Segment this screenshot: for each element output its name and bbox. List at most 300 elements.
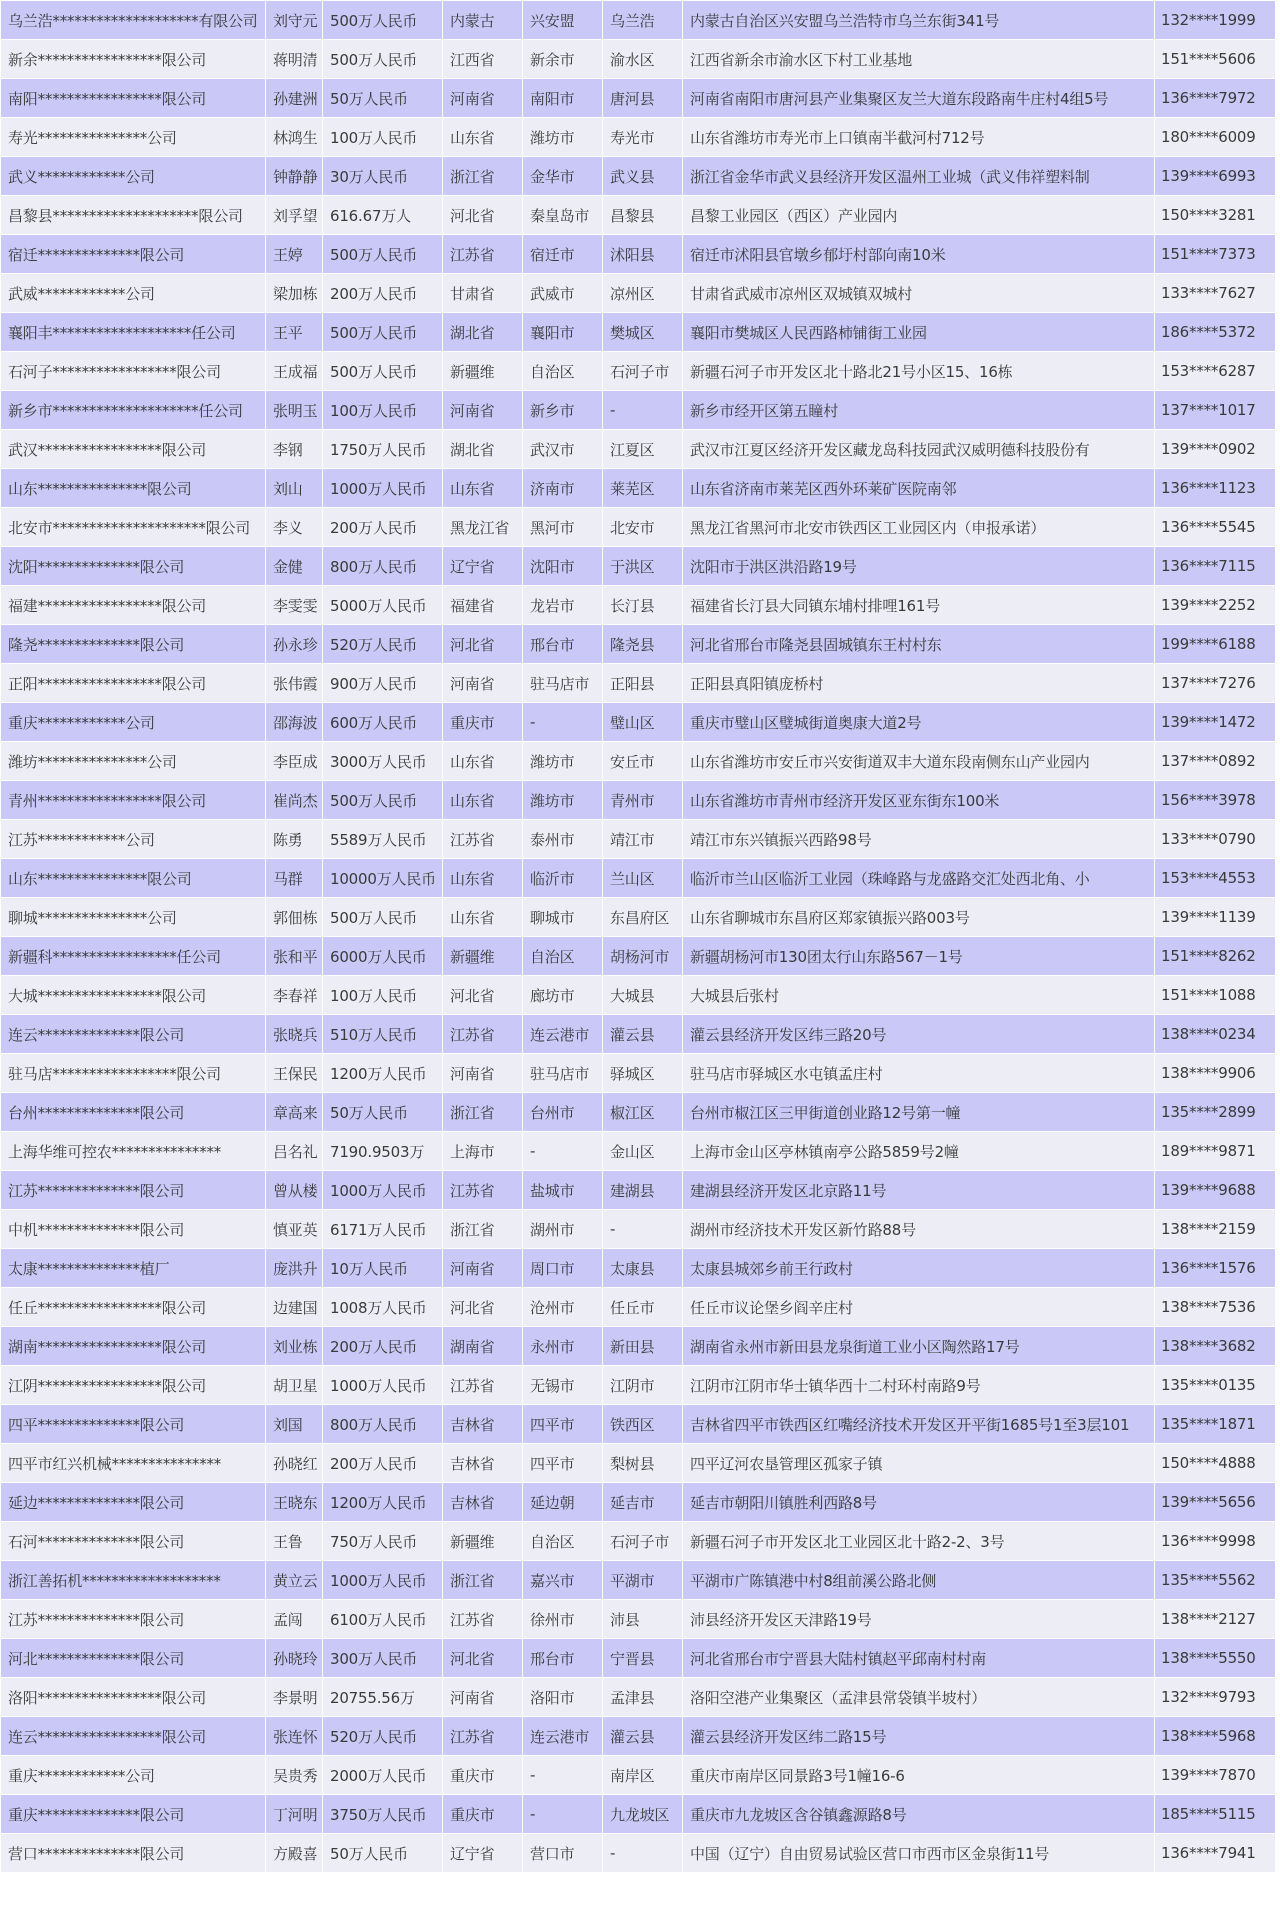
cell-city: 新乡市 xyxy=(523,391,603,430)
cell-district: 莱芜区 xyxy=(603,469,683,508)
cell-address: 新乡市经开区第五瞳村 xyxy=(683,391,1155,430)
table-row xyxy=(1,391,1276,430)
cell-company: 重庆************公司 xyxy=(1,703,266,742)
cell-company: 石河子*****************限公司 xyxy=(1,352,266,391)
cell-legal-rep: 李雯雯 xyxy=(266,586,323,625)
cell-address: 沈阳市于洪区洪沿路19号 xyxy=(683,547,1155,586)
cell-legal-rep: 马群 xyxy=(266,859,323,898)
table-row xyxy=(1,781,1276,820)
cell-province: 重庆市 xyxy=(443,1795,523,1834)
table-row xyxy=(1,1171,1276,1210)
cell-capital: 50万人民币 xyxy=(323,1834,443,1873)
cell-phone: 151****8262 xyxy=(1155,937,1276,976)
cell-legal-rep: 张和平 xyxy=(266,937,323,976)
cell-district: 东昌府区 xyxy=(603,898,683,937)
table-row xyxy=(1,1561,1276,1600)
cell-city: 廊坊市 xyxy=(523,976,603,1015)
table-row xyxy=(1,898,1276,937)
cell-phone: 133****7627 xyxy=(1155,274,1276,313)
cell-province: 江西省 xyxy=(443,40,523,79)
cell-legal-rep: 梁加栋 xyxy=(266,274,323,313)
cell-legal-rep: 胡卫星 xyxy=(266,1366,323,1405)
cell-legal-rep: 孟闯 xyxy=(266,1600,323,1639)
cell-district: 青州市 xyxy=(603,781,683,820)
cell-phone: 185****5115 xyxy=(1155,1795,1276,1834)
cell-address: 湖州市经济技术开发区新竹路88号 xyxy=(683,1210,1155,1249)
cell-province: 湖南省 xyxy=(443,1327,523,1366)
cell-address: 江西省新余市渝水区下村工业基地 xyxy=(683,40,1155,79)
cell-phone: 138****9906 xyxy=(1155,1054,1276,1093)
cell-address: 大城县后张村 xyxy=(683,976,1155,1015)
cell-province: 河北省 xyxy=(443,976,523,1015)
cell-province: 江苏省 xyxy=(443,820,523,859)
cell-district: 大城县 xyxy=(603,976,683,1015)
cell-company: 武威************公司 xyxy=(1,274,266,313)
table-row xyxy=(1,469,1276,508)
cell-capital: 30万人民币 xyxy=(323,157,443,196)
cell-address: 驻马店市驿城区水屯镇孟庄村 xyxy=(683,1054,1155,1093)
cell-company: 延边**************限公司 xyxy=(1,1483,266,1522)
cell-phone: 136****7972 xyxy=(1155,79,1276,118)
cell-district: 石河子市 xyxy=(603,1522,683,1561)
cell-city: 宿迁市 xyxy=(523,235,603,274)
cell-city: 武汉市 xyxy=(523,430,603,469)
cell-legal-rep: 边建国 xyxy=(266,1288,323,1327)
cell-phone: 153****4553 xyxy=(1155,859,1276,898)
cell-company: 新乡市********************任公司 xyxy=(1,391,266,430)
table-body xyxy=(1,1,1276,1873)
table-row xyxy=(1,625,1276,664)
cell-company: 大城*****************限公司 xyxy=(1,976,266,1015)
cell-company: 浙江善拓机******************* xyxy=(1,1561,266,1600)
cell-capital: 100万人民币 xyxy=(323,976,443,1015)
table-row xyxy=(1,1132,1276,1171)
cell-address: 任丘市议论堡乡阎辛庄村 xyxy=(683,1288,1155,1327)
cell-phone: 136****9998 xyxy=(1155,1522,1276,1561)
cell-company: 连云*****************限公司 xyxy=(1,1717,266,1756)
table-row xyxy=(1,1210,1276,1249)
cell-city: 自治区 xyxy=(523,1522,603,1561)
table-row xyxy=(1,118,1276,157)
cell-province: 浙江省 xyxy=(443,157,523,196)
cell-province: 黑龙江省 xyxy=(443,508,523,547)
cell-company: 青州*****************限公司 xyxy=(1,781,266,820)
cell-legal-rep: 钟静静 xyxy=(266,157,323,196)
cell-capital: 1200万人民币 xyxy=(323,1483,443,1522)
cell-phone: 150****4888 xyxy=(1155,1444,1276,1483)
cell-company: 沈阳**************限公司 xyxy=(1,547,266,586)
cell-province: 河北省 xyxy=(443,196,523,235)
cell-province: 新疆维 xyxy=(443,352,523,391)
cell-capital: 1750万人民币 xyxy=(323,430,443,469)
cell-address: 襄阳市樊城区人民西路柿铺街工业园 xyxy=(683,313,1155,352)
table-row xyxy=(1,1717,1276,1756)
cell-phone: 150****3281 xyxy=(1155,196,1276,235)
cell-address: 内蒙古自治区兴安盟乌兰浩特市乌兰东街341号 xyxy=(683,1,1155,40)
cell-city: 秦皇岛市 xyxy=(523,196,603,235)
cell-city: 盐城市 xyxy=(523,1171,603,1210)
cell-legal-rep: 王平 xyxy=(266,313,323,352)
cell-city: - xyxy=(523,1132,603,1171)
cell-province: 河南省 xyxy=(443,1249,523,1288)
table-row xyxy=(1,1,1276,40)
cell-city: 自治区 xyxy=(523,352,603,391)
cell-capital: 200万人民币 xyxy=(323,1444,443,1483)
cell-province: 江苏省 xyxy=(443,1366,523,1405)
cell-province: 江苏省 xyxy=(443,1015,523,1054)
cell-company: 宿迁**************限公司 xyxy=(1,235,266,274)
cell-phone: 132****1999 xyxy=(1155,1,1276,40)
cell-capital: 500万人民币 xyxy=(323,235,443,274)
cell-capital: 6000万人民币 xyxy=(323,937,443,976)
cell-phone: 139****1139 xyxy=(1155,898,1276,937)
cell-capital: 520万人民币 xyxy=(323,625,443,664)
cell-city: 湖州市 xyxy=(523,1210,603,1249)
cell-capital: 1000万人民币 xyxy=(323,1171,443,1210)
cell-capital: 100万人民币 xyxy=(323,391,443,430)
cell-district: 宁晋县 xyxy=(603,1639,683,1678)
cell-address: 昌黎工业园区（西区）产业园内 xyxy=(683,196,1155,235)
cell-district: 北安市 xyxy=(603,508,683,547)
cell-district: 昌黎县 xyxy=(603,196,683,235)
cell-address: 新疆胡杨河市130团太行山东路567－1号 xyxy=(683,937,1155,976)
cell-capital: 6100万人民币 xyxy=(323,1600,443,1639)
cell-city: 新余市 xyxy=(523,40,603,79)
cell-district: 驿城区 xyxy=(603,1054,683,1093)
cell-address: 沛县经济开发区天津路19号 xyxy=(683,1600,1155,1639)
cell-province: 河南省 xyxy=(443,664,523,703)
cell-capital: 900万人民币 xyxy=(323,664,443,703)
cell-city: 徐州市 xyxy=(523,1600,603,1639)
cell-phone: 138****2127 xyxy=(1155,1600,1276,1639)
cell-district: 长汀县 xyxy=(603,586,683,625)
cell-address: 重庆市南岸区同景路3号1幢16-6 xyxy=(683,1756,1155,1795)
cell-province: 湖北省 xyxy=(443,313,523,352)
cell-city: 自治区 xyxy=(523,937,603,976)
cell-capital: 200万人民币 xyxy=(323,508,443,547)
cell-capital: 800万人民币 xyxy=(323,547,443,586)
cell-legal-rep: 孙永珍 xyxy=(266,625,323,664)
table-row xyxy=(1,1756,1276,1795)
cell-address: 重庆市璧山区璧城街道奥康大道2号 xyxy=(683,703,1155,742)
cell-address: 新疆石河子市开发区北十路北21号小区15、16栋 xyxy=(683,352,1155,391)
cell-address: 宿迁市沭阳县官墩乡郁圩村部向南10米 xyxy=(683,235,1155,274)
cell-city: 连云港市 xyxy=(523,1015,603,1054)
table-row xyxy=(1,1795,1276,1834)
cell-legal-rep: 黄立云 xyxy=(266,1561,323,1600)
cell-capital: 500万人民币 xyxy=(323,781,443,820)
cell-province: 新疆维 xyxy=(443,1522,523,1561)
cell-province: 浙江省 xyxy=(443,1561,523,1600)
cell-province: 吉林省 xyxy=(443,1405,523,1444)
cell-phone: 136****7115 xyxy=(1155,547,1276,586)
cell-company: 台州**************限公司 xyxy=(1,1093,266,1132)
cell-district: 孟津县 xyxy=(603,1678,683,1717)
cell-district: 于洪区 xyxy=(603,547,683,586)
cell-legal-rep: 崔尚杰 xyxy=(266,781,323,820)
cell-phone: 139****5656 xyxy=(1155,1483,1276,1522)
cell-district: - xyxy=(603,1210,683,1249)
table-row xyxy=(1,196,1276,235)
table-row xyxy=(1,430,1276,469)
cell-capital: 500万人民币 xyxy=(323,313,443,352)
cell-city: 洛阳市 xyxy=(523,1678,603,1717)
cell-city: 四平市 xyxy=(523,1444,603,1483)
cell-city: 连云港市 xyxy=(523,1717,603,1756)
cell-company: 山东***************限公司 xyxy=(1,859,266,898)
cell-legal-rep: 王保民 xyxy=(266,1054,323,1093)
cell-province: 河南省 xyxy=(443,1054,523,1093)
cell-province: 江苏省 xyxy=(443,235,523,274)
cell-address: 山东省聊城市东昌府区郑家镇振兴路003号 xyxy=(683,898,1155,937)
cell-capital: 600万人民币 xyxy=(323,703,443,742)
cell-legal-rep: 刘守元 xyxy=(266,1,323,40)
cell-company: 潍坊***************公司 xyxy=(1,742,266,781)
cell-city: 南阳市 xyxy=(523,79,603,118)
cell-capital: 10000万人民币 xyxy=(323,859,443,898)
cell-legal-rep: 孙晓红 xyxy=(266,1444,323,1483)
cell-company: 寿光***************公司 xyxy=(1,118,266,157)
cell-legal-rep: 张晓兵 xyxy=(266,1015,323,1054)
cell-capital: 3000万人民币 xyxy=(323,742,443,781)
cell-province: 江苏省 xyxy=(443,1717,523,1756)
table-row xyxy=(1,313,1276,352)
table-row xyxy=(1,859,1276,898)
cell-province: 山东省 xyxy=(443,469,523,508)
cell-capital: 1000万人民币 xyxy=(323,469,443,508)
cell-company: 河北**************限公司 xyxy=(1,1639,266,1678)
cell-capital: 500万人民币 xyxy=(323,352,443,391)
cell-district: 石河子市 xyxy=(603,352,683,391)
cell-province: 辽宁省 xyxy=(443,547,523,586)
cell-phone: 189****9871 xyxy=(1155,1132,1276,1171)
cell-phone: 136****5545 xyxy=(1155,508,1276,547)
cell-address: 平湖市广陈镇港中村8组前溪公路北侧 xyxy=(683,1561,1155,1600)
cell-district: 新田县 xyxy=(603,1327,683,1366)
cell-company: 重庆**************限公司 xyxy=(1,1795,266,1834)
cell-address: 建湖县经济开发区北京路11号 xyxy=(683,1171,1155,1210)
cell-legal-rep: 李臣成 xyxy=(266,742,323,781)
cell-legal-rep: 李景明 xyxy=(266,1678,323,1717)
cell-legal-rep: 刘国 xyxy=(266,1405,323,1444)
cell-city: 济南市 xyxy=(523,469,603,508)
cell-capital: 50万人民币 xyxy=(323,1093,443,1132)
cell-address: 台州市椒江区三甲街道创业路12号第一幢 xyxy=(683,1093,1155,1132)
cell-company: 江苏**************限公司 xyxy=(1,1600,266,1639)
cell-district: 胡杨河市 xyxy=(603,937,683,976)
table-row xyxy=(1,352,1276,391)
cell-province: 河北省 xyxy=(443,1288,523,1327)
cell-city: 营口市 xyxy=(523,1834,603,1873)
cell-province: 山东省 xyxy=(443,118,523,157)
cell-company: 隆尧**************限公司 xyxy=(1,625,266,664)
cell-city: 泰州市 xyxy=(523,820,603,859)
cell-address: 重庆市九龙坡区含谷镇鑫源路8号 xyxy=(683,1795,1155,1834)
table-row xyxy=(1,820,1276,859)
cell-address: 山东省潍坊市青州市经济开发区亚东街东100米 xyxy=(683,781,1155,820)
cell-province: 江苏省 xyxy=(443,1600,523,1639)
table-row xyxy=(1,976,1276,1015)
table-row xyxy=(1,1288,1276,1327)
cell-address: 甘肃省武威市凉州区双城镇双城村 xyxy=(683,274,1155,313)
cell-company: 南阳*****************限公司 xyxy=(1,79,266,118)
table-row xyxy=(1,1444,1276,1483)
table-row xyxy=(1,1327,1276,1366)
cell-phone: 135****2899 xyxy=(1155,1093,1276,1132)
cell-phone: 199****6188 xyxy=(1155,625,1276,664)
cell-phone: 153****6287 xyxy=(1155,352,1276,391)
cell-company: 昌黎县********************限公司 xyxy=(1,196,266,235)
cell-company: 石河**************限公司 xyxy=(1,1522,266,1561)
cell-district: 江夏区 xyxy=(603,430,683,469)
table-row xyxy=(1,1366,1276,1405)
cell-city: 永州市 xyxy=(523,1327,603,1366)
cell-city: 武威市 xyxy=(523,274,603,313)
cell-company: 洛阳*****************限公司 xyxy=(1,1678,266,1717)
cell-province: 吉林省 xyxy=(443,1483,523,1522)
cell-province: 山东省 xyxy=(443,898,523,937)
cell-province: 福建省 xyxy=(443,586,523,625)
cell-legal-rep: 孙晓玲 xyxy=(266,1639,323,1678)
table-row xyxy=(1,274,1276,313)
cell-city: 邢台市 xyxy=(523,1639,603,1678)
cell-district: 安丘市 xyxy=(603,742,683,781)
table-row xyxy=(1,742,1276,781)
cell-city: 潍坊市 xyxy=(523,781,603,820)
cell-address: 灌云县经济开发区纬二路15号 xyxy=(683,1717,1155,1756)
cell-capital: 1000万人民币 xyxy=(323,1561,443,1600)
cell-company: 江苏**************限公司 xyxy=(1,1171,266,1210)
cell-company: 新余*****************限公司 xyxy=(1,40,266,79)
cell-city: 无锡市 xyxy=(523,1366,603,1405)
cell-phone: 132****9793 xyxy=(1155,1678,1276,1717)
cell-province: 山东省 xyxy=(443,859,523,898)
cell-address: 靖江市东兴镇振兴西路98号 xyxy=(683,820,1155,859)
cell-city: 兴安盟 xyxy=(523,1,603,40)
cell-province: 重庆市 xyxy=(443,1756,523,1795)
cell-city: 周口市 xyxy=(523,1249,603,1288)
cell-legal-rep: 陈勇 xyxy=(266,820,323,859)
cell-company: 中机**************限公司 xyxy=(1,1210,266,1249)
cell-address: 山东省潍坊市安丘市兴安街道双丰大道东段南侧东山产业园内 xyxy=(683,742,1155,781)
cell-capital: 520万人民币 xyxy=(323,1717,443,1756)
cell-company: 武汉*****************限公司 xyxy=(1,430,266,469)
cell-capital: 800万人民币 xyxy=(323,1405,443,1444)
cell-phone: 136****1576 xyxy=(1155,1249,1276,1288)
cell-city: 沈阳市 xyxy=(523,547,603,586)
cell-phone: 139****2252 xyxy=(1155,586,1276,625)
cell-address: 灌云县经济开发区纬三路20号 xyxy=(683,1015,1155,1054)
cell-district: 正阳县 xyxy=(603,664,683,703)
cell-province: 浙江省 xyxy=(443,1093,523,1132)
cell-legal-rep: 郭佃栋 xyxy=(266,898,323,937)
cell-address: 黑龙江省黑河市北安市铁西区工业园区内（申报承诺） xyxy=(683,508,1155,547)
cell-legal-rep: 刘业栋 xyxy=(266,1327,323,1366)
cell-capital: 500万人民币 xyxy=(323,1,443,40)
cell-address: 河北省邢台市隆尧县固城镇东王村村东 xyxy=(683,625,1155,664)
cell-legal-rep: 李义 xyxy=(266,508,323,547)
table-row xyxy=(1,1249,1276,1288)
cell-address: 临沂市兰山区临沂工业园（珠峰路与龙盛路交汇处西北角、小 xyxy=(683,859,1155,898)
cell-legal-rep: 蒋明清 xyxy=(266,40,323,79)
cell-province: 浙江省 xyxy=(443,1210,523,1249)
table-row xyxy=(1,1834,1276,1873)
cell-capital: 20755.56万 xyxy=(323,1678,443,1717)
cell-capital: 200万人民币 xyxy=(323,274,443,313)
cell-company: 山东***************限公司 xyxy=(1,469,266,508)
cell-district: 铁西区 xyxy=(603,1405,683,1444)
cell-phone: 138****2159 xyxy=(1155,1210,1276,1249)
cell-district: 灌云县 xyxy=(603,1015,683,1054)
cell-phone: 138****5550 xyxy=(1155,1639,1276,1678)
cell-city: 临沂市 xyxy=(523,859,603,898)
table-row xyxy=(1,1054,1276,1093)
cell-province: 山东省 xyxy=(443,742,523,781)
cell-city: 潍坊市 xyxy=(523,118,603,157)
cell-district: 兰山区 xyxy=(603,859,683,898)
cell-city: 嘉兴市 xyxy=(523,1561,603,1600)
table-row xyxy=(1,1522,1276,1561)
cell-capital: 500万人民币 xyxy=(323,898,443,937)
cell-phone: 138****5968 xyxy=(1155,1717,1276,1756)
cell-company: 四平市红兴机械*************** xyxy=(1,1444,266,1483)
cell-capital: 616.67万人 xyxy=(323,196,443,235)
cell-district: 樊城区 xyxy=(603,313,683,352)
cell-phone: 135****1871 xyxy=(1155,1405,1276,1444)
table-row xyxy=(1,1600,1276,1639)
cell-company: 福建*****************限公司 xyxy=(1,586,266,625)
cell-company: 太康**************植厂 xyxy=(1,1249,266,1288)
cell-address: 太康县城郊乡前王行政村 xyxy=(683,1249,1155,1288)
cell-city: - xyxy=(523,1795,603,1834)
cell-province: 辽宁省 xyxy=(443,1834,523,1873)
cell-phone: 156****3978 xyxy=(1155,781,1276,820)
cell-district: 璧山区 xyxy=(603,703,683,742)
cell-phone: 135****0135 xyxy=(1155,1366,1276,1405)
cell-province: 上海市 xyxy=(443,1132,523,1171)
cell-phone: 137****7276 xyxy=(1155,664,1276,703)
cell-company: 湖南*****************限公司 xyxy=(1,1327,266,1366)
cell-capital: 6171万人民币 xyxy=(323,1210,443,1249)
cell-city: - xyxy=(523,1756,603,1795)
table-row xyxy=(1,157,1276,196)
cell-province: 河北省 xyxy=(443,625,523,664)
cell-capital: 300万人民币 xyxy=(323,1639,443,1678)
cell-company: 襄阳丰*******************任公司 xyxy=(1,313,266,352)
cell-province: 河南省 xyxy=(443,391,523,430)
cell-phone: 180****6009 xyxy=(1155,118,1276,157)
cell-legal-rep: 刘山 xyxy=(266,469,323,508)
cell-legal-rep: 刘孚望 xyxy=(266,196,323,235)
cell-capital: 5589万人民币 xyxy=(323,820,443,859)
cell-company: 江阴*****************限公司 xyxy=(1,1366,266,1405)
cell-phone: 139****7870 xyxy=(1155,1756,1276,1795)
table-row xyxy=(1,40,1276,79)
cell-city: 驻马店市 xyxy=(523,664,603,703)
cell-legal-rep: 庞洪升 xyxy=(266,1249,323,1288)
table-row xyxy=(1,1015,1276,1054)
cell-legal-rep: 王晓东 xyxy=(266,1483,323,1522)
cell-legal-rep: 曾从楼 xyxy=(266,1171,323,1210)
cell-district: 任丘市 xyxy=(603,1288,683,1327)
cell-capital: 1000万人民币 xyxy=(323,1366,443,1405)
cell-city: - xyxy=(523,703,603,742)
cell-province: 甘肃省 xyxy=(443,274,523,313)
cell-capital: 5000万人民币 xyxy=(323,586,443,625)
cell-capital: 7190.9503万 xyxy=(323,1132,443,1171)
cell-city: 邢台市 xyxy=(523,625,603,664)
cell-legal-rep: 王婷 xyxy=(266,235,323,274)
